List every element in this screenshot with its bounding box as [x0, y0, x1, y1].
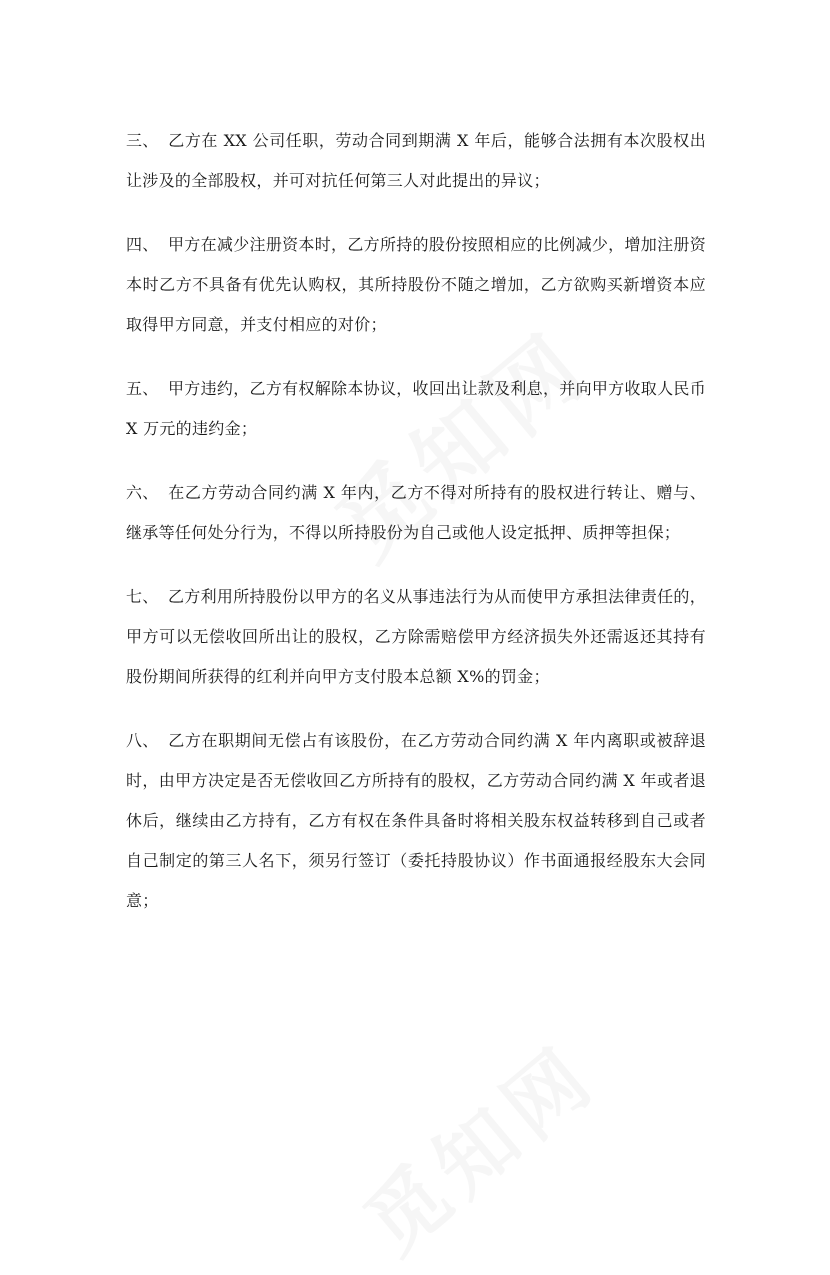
clause-number: 六、 [126, 483, 159, 502]
clause-text: 乙方在职期间无偿占有该股份，在乙方劳动合同约满 X 年内离职或被辞退时，由甲方决定是否无偿收回乙方所持有的股权，乙方劳动合同约满 X 年或者退休后，继续由乙方持有，乙方有权在条件具备时将相关股东权益转移到自己或者自己制定的第三人名下，须另行签订（委托持股协议）作书面通报经股东大会同意； [126, 731, 706, 910]
clause-number: 八、 [126, 731, 159, 750]
clause-5 [126, 369, 706, 449]
clause-text: 乙方利用所持股份以甲方的名义从事违法行为从而使甲方承担法律责任的，甲方可以无偿收回所出让的股权，乙方除需赔偿甲方经济损失外还需返还其持有股份期间所获得的红利并向甲方支付股本总额 X%的罚金； [126, 587, 706, 686]
document-body [126, 105, 706, 945]
clause-number: 四、 [126, 235, 159, 254]
clause-8 [126, 721, 706, 921]
clause-text: 甲方在减少注册资本时，乙方所持的股份按照相应的比例减少，增加注册资本时乙方不具备有优先认购权，其所持股份不随之增加，乙方欲购买新增资本应取得甲方同意，并支付相应的对价； [126, 235, 706, 334]
watermark-bottom [336, 994, 624, 1256]
clause-3 [126, 121, 706, 201]
clause-text: 乙方在 XX 公司任职，劳动合同到期满 X 年后，能够合法拥有本次股权出让涉及的全部股权，并可对抗任何第三人对此提出的异议； [126, 131, 706, 190]
clause-number: 三、 [126, 131, 159, 150]
clause-number: 五、 [126, 379, 159, 398]
clause-7 [126, 577, 706, 697]
clause-6 [126, 473, 706, 553]
clause-number: 七、 [126, 587, 159, 606]
clause-4 [126, 225, 706, 345]
clause-text: 甲方违约，乙方有权解除本协议，收回出让款及利息，并向甲方收取人民币 X 万元的违约金； [126, 379, 706, 438]
clause-text: 在乙方劳动合同约满 X 年内，乙方不得对所持有的股权进行转让、赠与、继承等任何处分行为，不得以所持股份为自己或他人设定抵押、质押等担保； [126, 483, 706, 542]
